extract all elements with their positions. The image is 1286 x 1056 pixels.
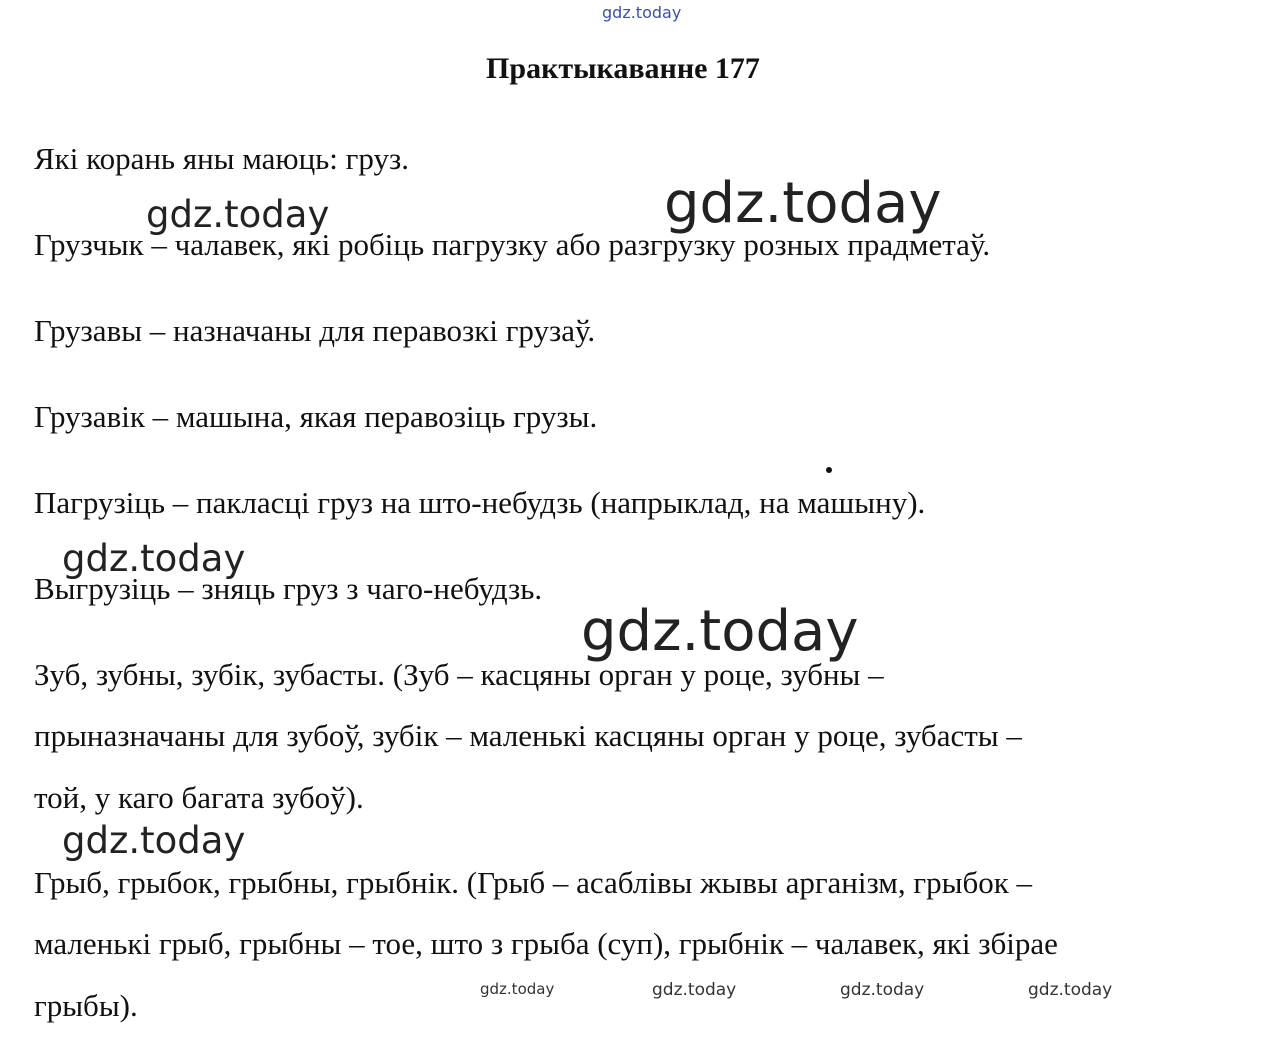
watermark: gdz.today [62, 819, 246, 862]
watermark-bottom: gdz.today [1028, 980, 1113, 1000]
text-line: Пагрузіць – пакласці груз на што-небудзь (напрыклад, на машыну). [34, 485, 926, 520]
stray-dot [826, 467, 832, 473]
watermark-bottom: gdz.today [480, 980, 555, 998]
text-line: Які корань яны маюць: груз. [34, 141, 409, 176]
watermark: gdz.today [62, 537, 246, 580]
text-line: Грузчык – чалавек, які робіць пагрузку або разгрузку розных прадметаў. [34, 227, 991, 262]
watermark-top: gdz.today [602, 3, 682, 22]
watermark: gdz.today [664, 171, 942, 236]
text-line: Грузавы – назначаны для перавозкі грузаў. [34, 313, 596, 348]
text-line: грыбы). [34, 988, 138, 1023]
text-line: прыназначаны для зубоў, зубік – маленькі касцяны орган у роце, зубасты – [34, 718, 1022, 753]
watermark-bottom: gdz.today [840, 980, 925, 1000]
text-line: Грузавік – машына, якая перавозіць грузы. [34, 399, 598, 434]
text-line: Грыб, грыбок, грыбны, грыбнік. (Грыб – асаблівы жывы арганізм, грыбок – [34, 865, 1033, 900]
text-line: той, у каго багата зубоў). [34, 780, 364, 815]
watermark-bottom: gdz.today [652, 980, 737, 1000]
text-line: Зуб, зубны, зубік, зубасты. (Зуб – касцяны орган у роце, зубны – [34, 657, 884, 692]
watermark: gdz.today [146, 193, 330, 236]
text-line: Выгрузіць – зняць груз з чаго-небудзь. [34, 571, 543, 606]
watermark: gdz.today [581, 599, 859, 664]
page-title: Практыкаванне 177 [486, 52, 760, 85]
text-line: маленькі грыб, грыбны – тое, што з грыба (суп), грыбнік – чалавек, які збірае [34, 926, 1058, 961]
